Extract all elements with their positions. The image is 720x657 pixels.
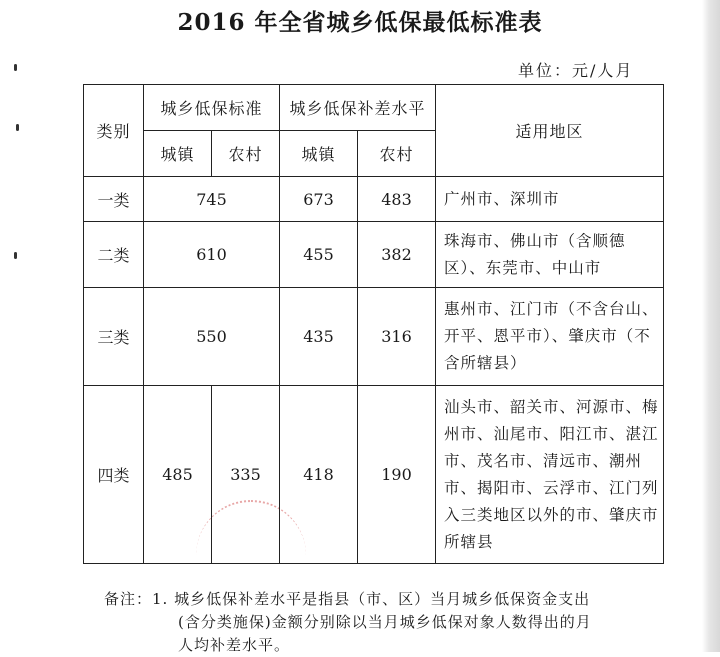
header-standard: 城乡低保标准 [144, 85, 280, 131]
row-subsidy-rural: 382 [358, 222, 436, 288]
page-title: 2016 年全省城乡低保最低标准表 [177, 9, 543, 36]
header-area: 适用地区 [436, 85, 664, 177]
header-subsidy-rural: 农村 [358, 131, 436, 177]
table-row [84, 222, 664, 288]
row-area: 珠海市、佛山市（含顺德区）、东莞市、中山市 [436, 222, 664, 288]
scan-mark [14, 252, 17, 259]
header-standard-rural: 农村 [212, 131, 280, 177]
header-row [84, 85, 664, 131]
row-area: 汕头市、韶关市、河源市、梅州市、汕尾市、阳江市、湛江市、茂名市、清远市、潮州市、揭阳市、云浮市、江门列入三类地区以外的市、肇庆市所辖县 [436, 386, 664, 564]
row-standard: 610 [144, 222, 280, 288]
footnote-line-2: (含分类施保)金额分别除以当月城乡低保对象人数得出的月 [178, 613, 592, 631]
row-subsidy-rural: 483 [358, 177, 436, 222]
row-area: 广州市、深圳市 [436, 177, 664, 222]
row-standard-urban: 485 [144, 386, 212, 564]
table-row [84, 386, 664, 564]
footnote-label: 备注： [104, 590, 153, 608]
row-standard-rural: 335 [212, 386, 280, 564]
scan-mark [16, 124, 19, 131]
unit-label: 单位：元/人月 [518, 61, 634, 80]
table-row [84, 177, 664, 222]
row-subsidy-urban: 673 [280, 177, 358, 222]
header-category: 类别 [84, 85, 144, 177]
standards-table [83, 84, 664, 564]
row-area: 惠州市、江门市（不含台山、开平、恩平市）、肇庆市（不含所辖县） [436, 288, 664, 386]
page-edge-shadow [702, 0, 720, 652]
row-subsidy-urban: 435 [280, 288, 358, 386]
table-row [84, 288, 664, 386]
row-subsidy-urban: 418 [280, 386, 358, 564]
row-category: 四类 [84, 386, 144, 564]
row-subsidy-rural: 190 [358, 386, 436, 564]
header-subsidy: 城乡低保补差水平 [280, 85, 436, 131]
row-category: 一类 [84, 177, 144, 222]
header-subsidy-urban: 城镇 [280, 131, 358, 177]
row-category: 二类 [84, 222, 144, 288]
row-standard: 550 [144, 288, 280, 386]
footnote [104, 588, 592, 657]
header-standard-urban: 城镇 [144, 131, 212, 177]
row-standard: 745 [144, 177, 280, 222]
scan-mark [14, 64, 17, 71]
row-subsidy-rural: 316 [358, 288, 436, 386]
row-subsidy-urban: 455 [280, 222, 358, 288]
footnote-line-1: 1. 城乡低保补差水平是指县（市、区）当月城乡低保资金支出 [152, 590, 591, 608]
footnote-line-3: 人均补差水平。 [178, 636, 291, 654]
row-category: 三类 [84, 288, 144, 386]
